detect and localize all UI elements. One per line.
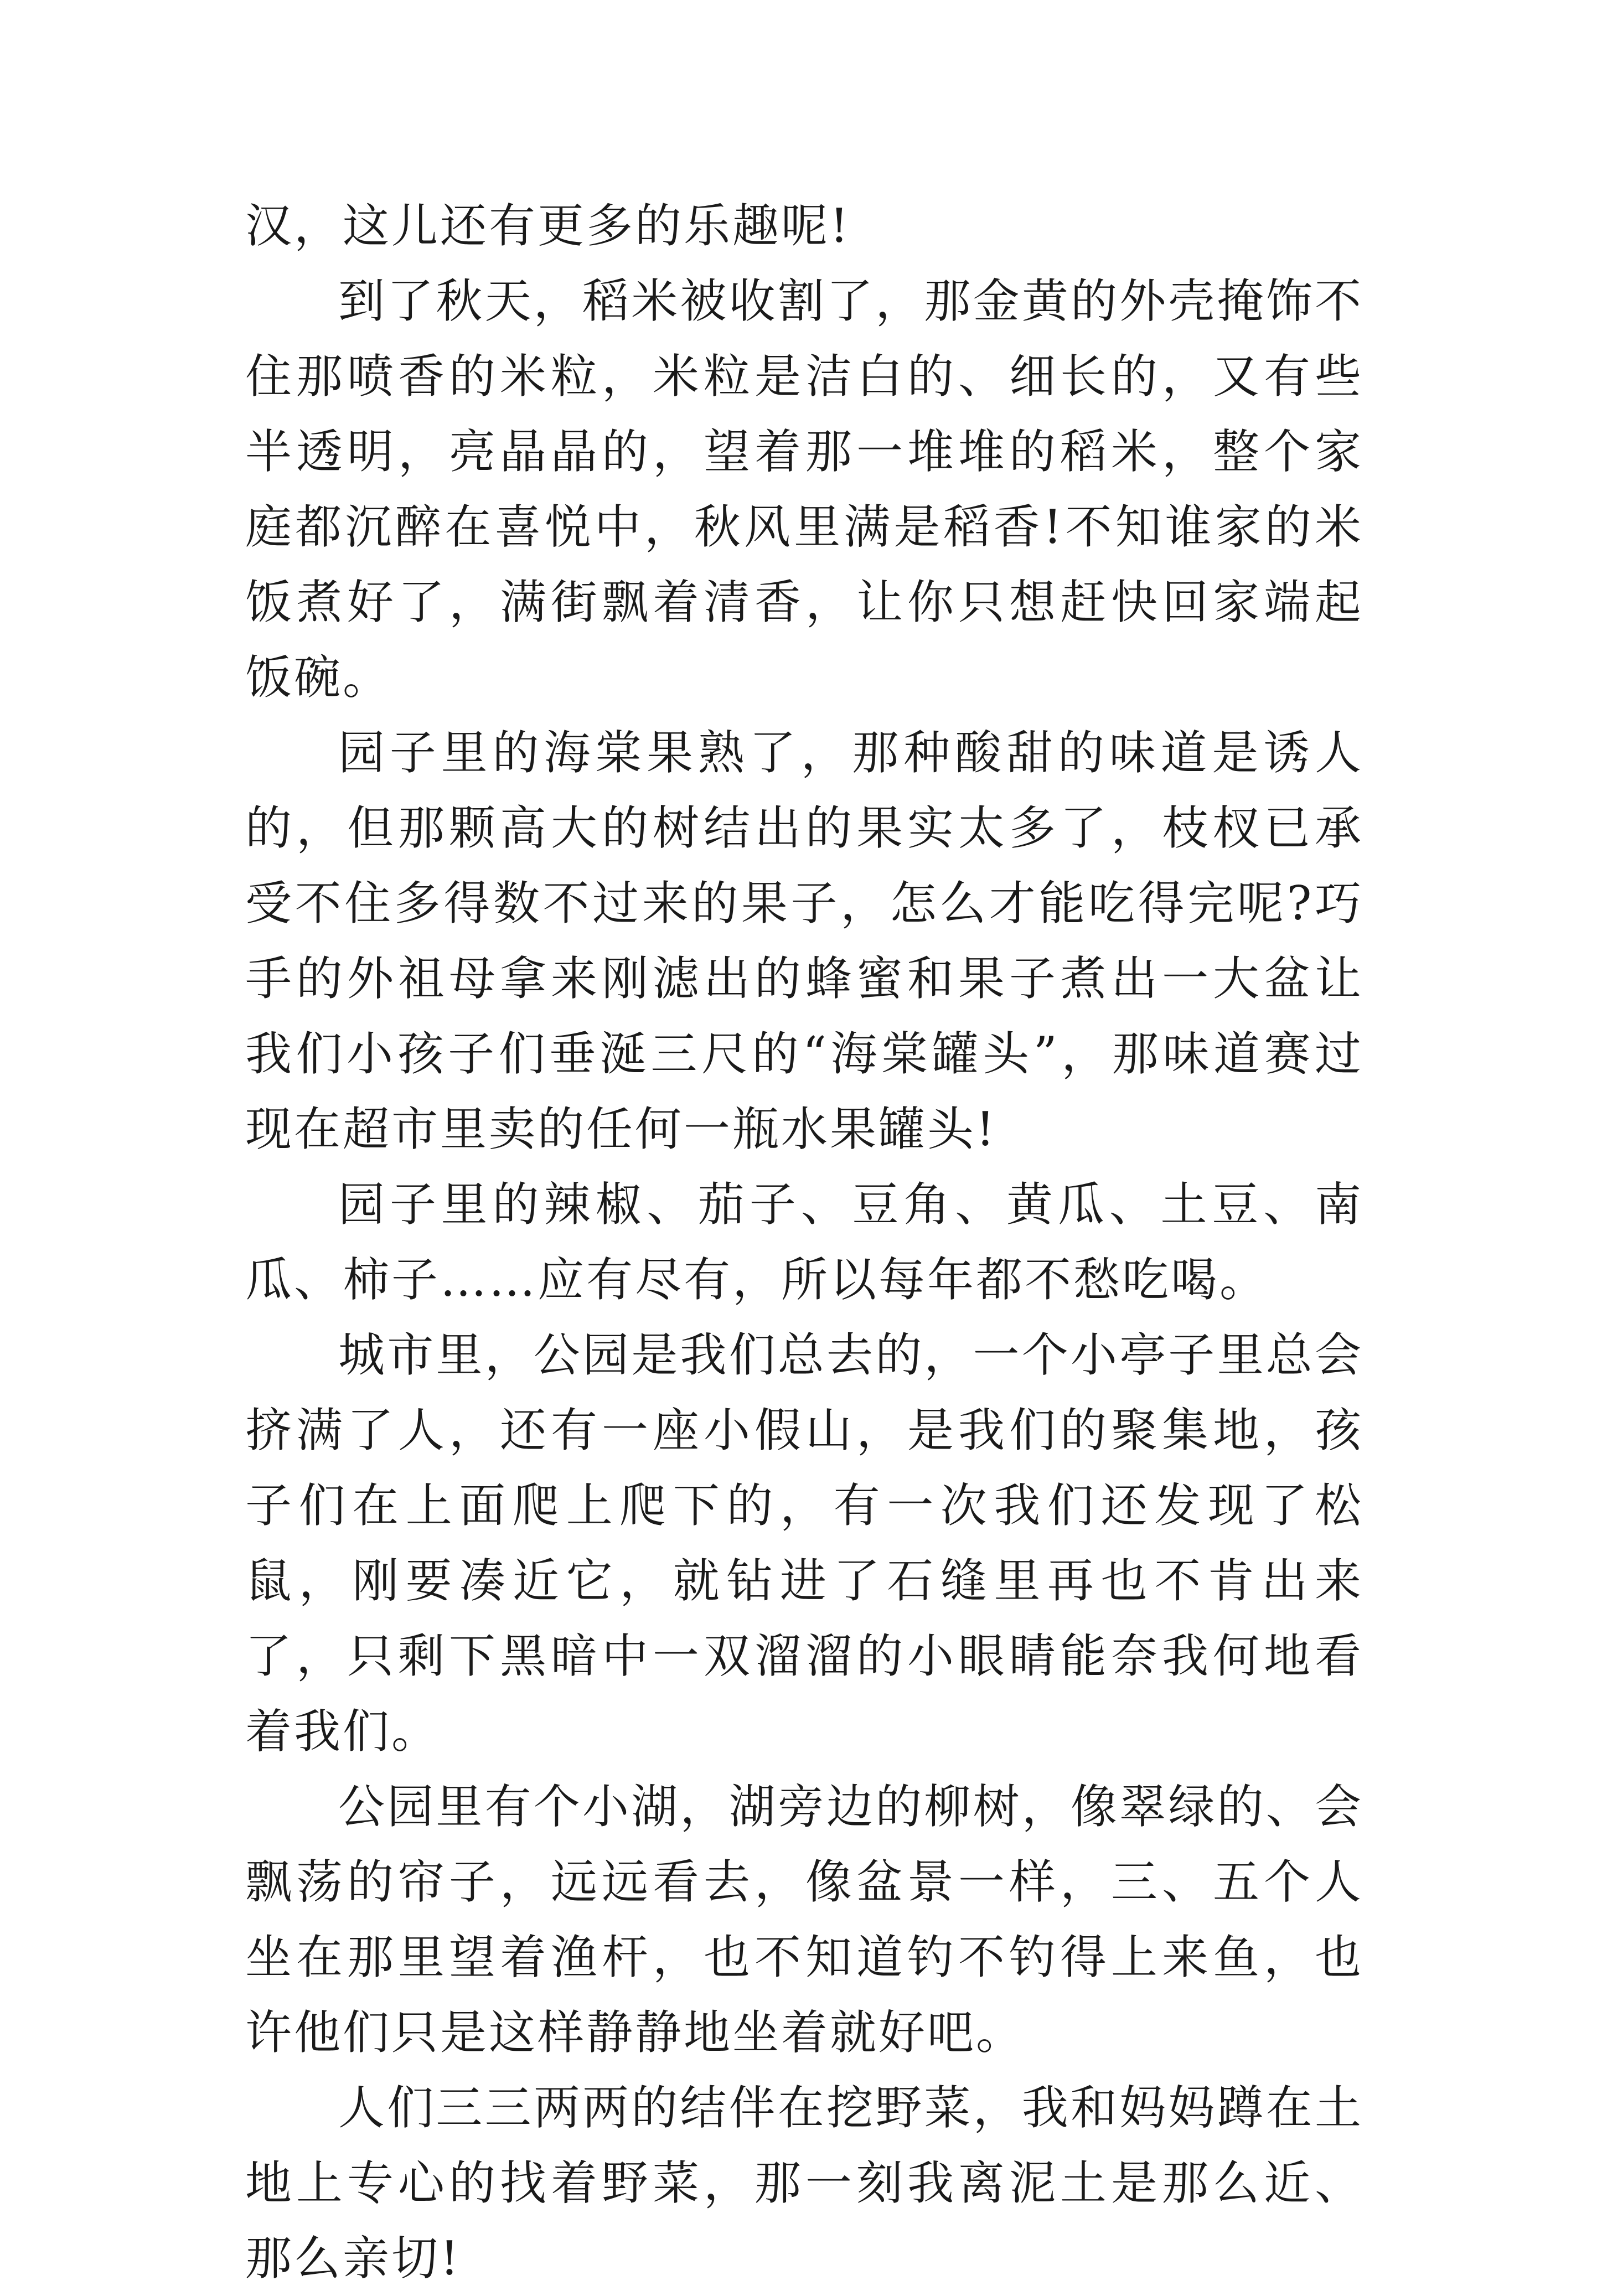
paragraph: 到了秋天，稻米被收割了，那金黄的外壳掩饰不住那喷香的米粒，米粒是洁白的、细长的，又有些半透明，亮晶晶的，望着那一堆堆的稻米，整个家庭都沉醉在喜悦中，秋风里满是稻香!不知谁家的米饭煮好了，满街飘着清香，让你只想赶快回家端起饭碗。	[245, 274, 1363, 705]
paragraph: 园子里的海棠果熟了，那种酸甜的味道是诱人的，但那颗高大的树结出的果实太多了，枝杈已承受不住多得数不过来的果子，怎么才能吃得完呢?巧手的外祖母拿来刚滤出的蜂蜜和果子煮出一大盆让我们小孩子们垂涎三尺的“海棠罐头”，那味道赛过现在超市里卖的任何一瓶水果罐头!	[245, 726, 1363, 1156]
body-text	[245, 188, 1363, 2296]
paragraph: 人们三三两两的结伴在挖野菜，我和妈妈蹲在土地上专心的找着野菜，那一刻我离泥土是那么近、那么亲切!	[245, 2081, 1363, 2285]
paragraph: 城市里，公园是我们总去的，一个小亭子里总会挤满了人，还有一座小假山，是我们的聚集地，孩子们在上面爬上爬下的，有一次我们还发现了松鼠，刚要凑近它，就钻进了石缝里再也不肯出来了，只剩下黑暗中一双溜溜的小眼睛能奈我何地看着我们。	[245, 1328, 1363, 1759]
paragraph: 公园里有个小湖，湖旁边的柳树，像翠绿的、会飘荡的帘子，远远看去，像盆景一样，三、五个人坐在那里望着渔杆，也不知道钓不钓得上来鱼，也许他们只是这样静静地坐着就好吧。	[245, 1780, 1363, 2060]
paragraph: 汉，这儿还有更多的乐趣呢!	[245, 199, 851, 253]
paragraph: 园子里的辣椒、茄子、豆角、黄瓜、土豆、南瓜、柿子……应有尽有，所以每年都不愁吃喝。	[245, 1177, 1363, 1307]
